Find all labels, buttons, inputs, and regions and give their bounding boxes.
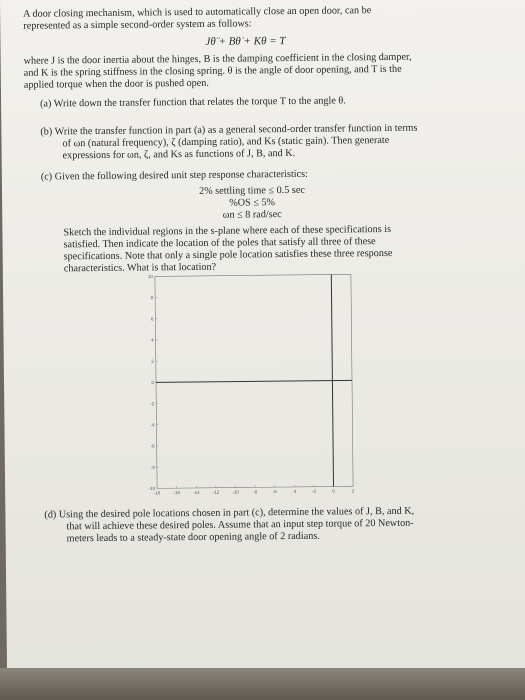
real-axis-line	[156, 380, 352, 382]
spec-natural-frequency: ωn ≤ 8 rad/sec	[222, 209, 282, 221]
y-tick-label: 8	[150, 295, 154, 301]
desk-background	[0, 668, 525, 700]
y-tick-label: -6	[150, 443, 155, 449]
y-tick-label: 0	[151, 380, 155, 386]
y-tick-label: 2	[151, 358, 154, 364]
x-tick-label: -2	[311, 488, 316, 494]
x-tick-label: -10	[232, 489, 239, 495]
part-d-line-1: (d) Using the desired pole locations chosen in part (c), determine the values of J, B, and K,	[44, 505, 415, 521]
part-d-line-3: meters leads to a steady-state door opening angle of 2 radians.	[66, 530, 320, 545]
part-b-line-1: (b) Write the transfer function in part (a) as a general second-order transfer function in terms	[40, 122, 418, 138]
y-tick-label: 4	[151, 337, 154, 343]
s-plane-plot	[147, 274, 355, 496]
sketch-line-4: characteristics. What is that location?	[63, 261, 217, 275]
x-tick-label: -12	[212, 489, 220, 495]
part-b-line-3: expressions for ωn, ζ, and Ks as functions of J, B, and K.	[62, 147, 296, 162]
y-tick-label: 10	[147, 274, 153, 280]
part-d-line-2: that will achieve these desired poles. Assume that an input step torque of 20 Newton-	[66, 517, 414, 533]
x-tick-label: -18	[153, 490, 161, 496]
x-tick-label: 0	[332, 488, 335, 494]
system-equation: Jθ̈ + Bθ̇ + Kθ = T	[205, 35, 286, 48]
sketch-line-3: specifications. Note that only a single pole location satisfies these three response	[63, 247, 393, 263]
x-tick-label: 2	[351, 488, 355, 494]
y-tick-label: -8	[150, 464, 155, 470]
x-tick-label: -6	[272, 489, 277, 495]
where-line-3: applied torque when the door is pushed open.	[23, 77, 209, 91]
sketch-line-2: satisfied. Then indicate the location of the poles that satisfy all three of these	[63, 236, 376, 251]
where-line-1: where J is the door inertia about the hinges, B is the damping coefficient in the closing damper,	[23, 51, 412, 67]
y-tick-label: -2	[150, 401, 155, 407]
y-tick-label: 6	[150, 316, 154, 322]
y-tick-label: -4	[150, 422, 155, 428]
x-tick-label: -8	[253, 489, 258, 495]
y-tick-label: -10	[148, 486, 156, 492]
x-tick-label: -16	[173, 490, 181, 496]
intro-line-1: A door closing mechanism, which is used to automatically close an open door, can be	[23, 5, 372, 20]
part-a-question: (a) Write down the transfer function that relates the torque T to the angle θ.	[40, 95, 346, 110]
s-plane-svg	[147, 274, 355, 496]
spec-overshoot: %OS ≤ 5%	[229, 197, 276, 209]
x-tick-label: -4	[292, 488, 297, 494]
where-line-2: and K is the spring stiffness in the closing spring. θ is the angle of door opening, and T is the	[23, 63, 402, 79]
spec-settling-time: 2% settling time ≤ 0.5 sec	[199, 184, 305, 197]
x-tick-label: -14	[193, 489, 200, 496]
intro-line-2: represented as a simple second-order system as follows:	[23, 18, 252, 32]
part-c-question: (c) Given the following desired unit step response characteristics:	[40, 168, 308, 183]
sketch-line-1: Sketch the individual regions in the s-plane where each of these specifications is	[63, 223, 392, 239]
part-b-line-2: of ωn (natural frequency), ζ (damping ratio), and Ks (static gain). Then generate	[62, 134, 390, 150]
